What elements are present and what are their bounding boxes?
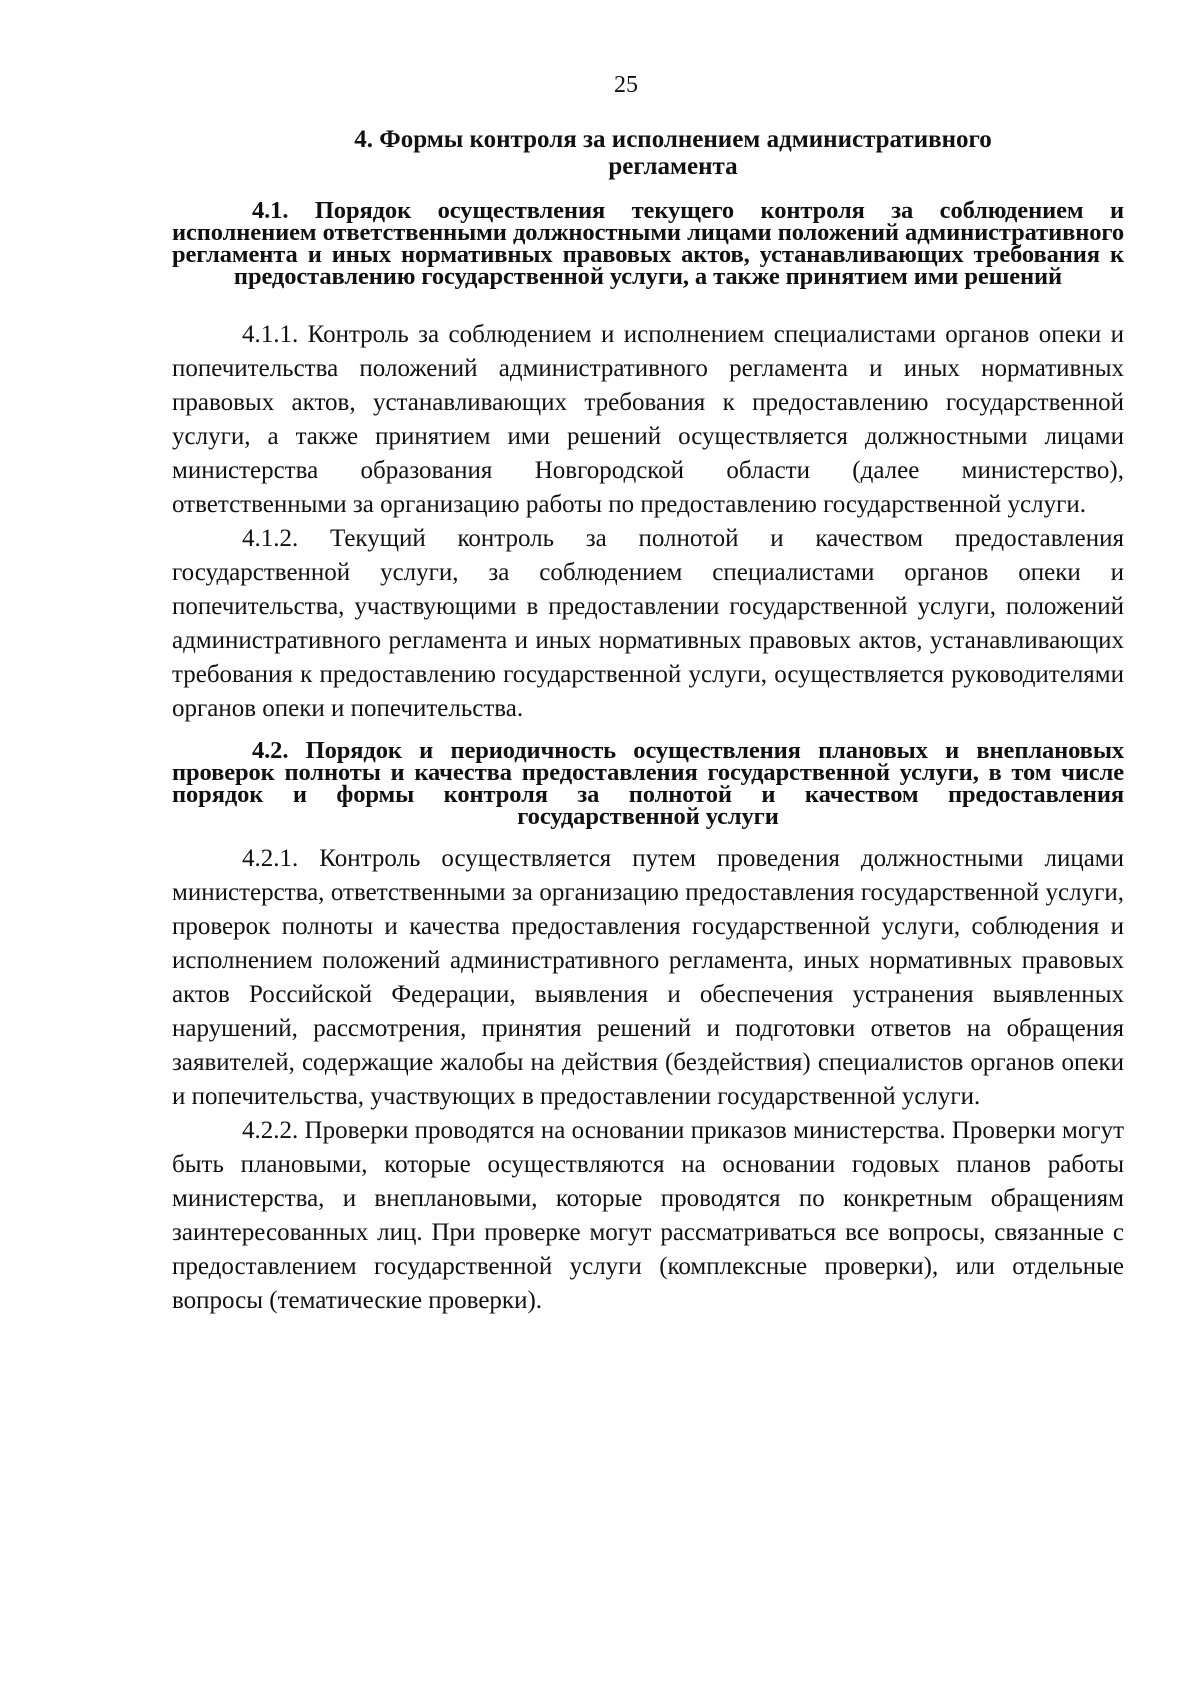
- chapter-title-line1: 4. Формы контроля за исполнением административного: [354, 126, 992, 153]
- paragraph-4-2-2: 4.2.2. Проверки проводятся на основании приказов министерства. Проверки могут быть плановыми, которые осуществляются на основании годовых планов работы министерства, и внеплановыми, которые проводятся по конкретным обращениям заинтересованных лиц. При проверке могут рассматриваться все вопросы, связанные с предоставлением государственной услуги (комплексные проверки), или отдельные вопросы (тематические проверки).: [172, 1117, 1124, 1314]
- page-number: 25: [614, 72, 638, 98]
- section-4-2-title-text: 4.2. Порядок и периодичность осуществления плановых и внеплановых проверок полноты и качества предоставления государственной услуги, в том числе порядок и формы контроля за полнотой и качеством предоставления государственной услуги: [172, 737, 1124, 830]
- section-4-2-title: [172, 737, 1124, 830]
- paragraph-4-1-1: 4.1.1. Контроль за соблюдением и исполнением специалистами органов опеки и попечительства положений административного регламента и иных нормативных правовых актов, устанавливающих требования к предоставлению государственной услуги, а также принятием ими решений осуществляется должностными лицами министерства образования Новгородской области (далее министерство), ответственными за организацию работы по предоставлению государственной услуги.: [172, 321, 1124, 518]
- chapter-title-line2: регламента: [608, 153, 738, 180]
- paragraph-4-1-2: 4.1.2. Текущий контроль за полнотой и качеством предоставления государственной услуги, за соблюдением специалистами органов опеки и попечительства, участвующими в предоставлении государственной услуги, положений административного регламента и иных нормативных правовых актов, устанавливающих требования к предоставлению государственной услуги, осуществляется руководителями органов опеки и попечительства.: [172, 525, 1124, 722]
- chapter-title: [172, 126, 1124, 180]
- paragraph-4-2-1: 4.2.1. Контроль осуществляется путем проведения должностными лицами министерства, ответственными за организацию предоставления государственной услуги, проверок полноты и качества предоставления государственной услуги, соблюдения и исполнением положений административного регламента, иных нормативных правовых актов Российской Федерации, выявления и обеспечения устранения выявленных нарушений, рассмотрения, принятия решений и подготовки ответов на обращения заявителей, содержащие жалобы на действия (бездействия) специалистов органов опеки и попечительства, участвующих в предоставлении государственной услуги.: [172, 845, 1124, 1110]
- document-body: [172, 126, 1124, 1318]
- section-4-1-title-text: 4.1. Порядок осуществления текущего контроля за соблюдением и исполнением ответственными должностными лицами положений административного регламента и иных нормативных правовых актов, устанавливающих требования к предоставлению государственной услуги, а также принятием ими решений: [172, 197, 1124, 290]
- section-4-1-title: [172, 197, 1124, 290]
